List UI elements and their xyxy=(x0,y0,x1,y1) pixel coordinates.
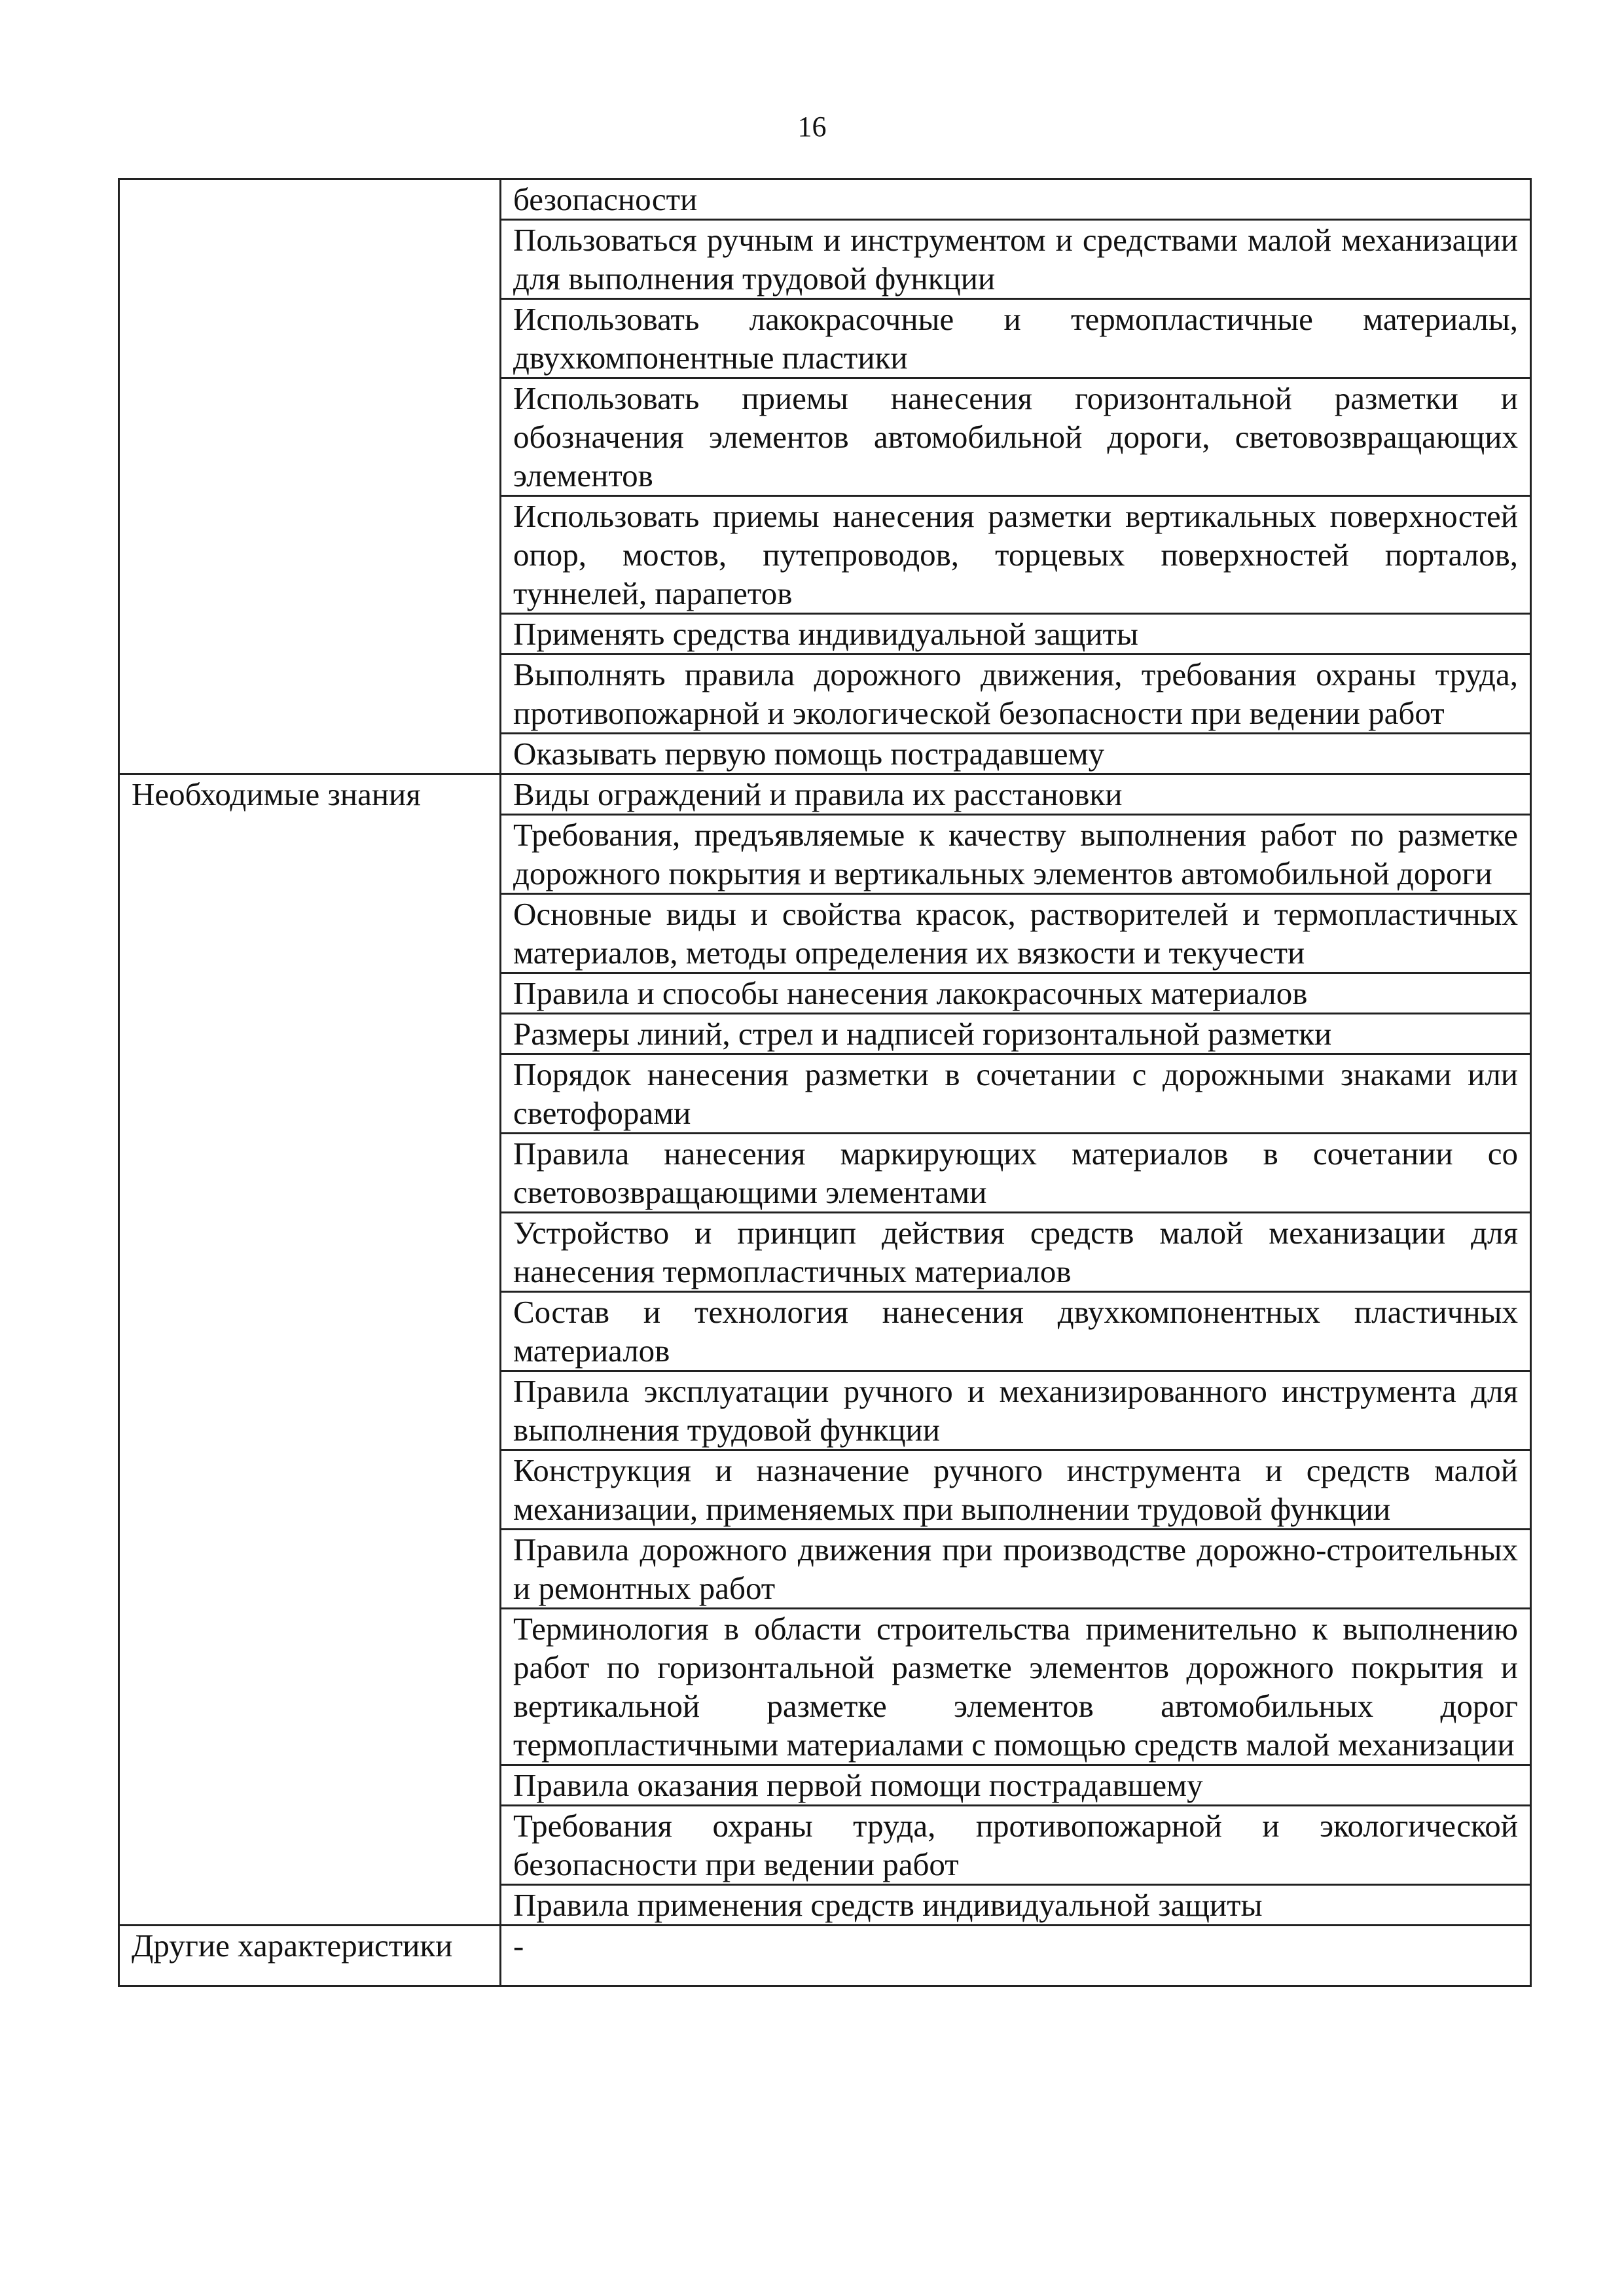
knowledge-row-text: Основные виды и свойства красок, растворителей и термопластичных материалов, методы определения их вязкости и текучести xyxy=(501,894,1531,973)
characteristics-table xyxy=(118,178,1532,1987)
knowledge-label: Необходимые знания xyxy=(119,774,501,1926)
knowledge-row-text: Состав и технология нанесения двухкомпонентных пластичных материалов xyxy=(501,1292,1531,1371)
table-row xyxy=(119,179,1531,220)
knowledge-row-text: Правила применения средств индивидуальной защиты xyxy=(501,1885,1531,1926)
skill-row-text: Использовать лакокрасочные и термопластичные материалы, двухкомпонентные пластики xyxy=(501,299,1531,378)
skill-row-text: Применять средства индивидуальной защиты xyxy=(501,614,1531,655)
skill-row-text: Использовать приемы нанесения разметки вертикальных поверхностей опор, мостов, путепроводов, торцевых поверхностей порталов, туннелей, парапетов xyxy=(501,496,1531,614)
knowledge-row-text: Правила нанесения маркирующих материалов в сочетании со световозвращающими элементами xyxy=(501,1134,1531,1213)
skill-row-text: Выполнять правила дорожного движения, требования охраны труда, противопожарной и экологической безопасности при ведении работ xyxy=(501,655,1531,734)
knowledge-row-text: Размеры линий, стрел и надписей горизонтальной разметки xyxy=(501,1014,1531,1054)
knowledge-row-text: Терминология в области строительства применительно к выполнению работ по горизонтальной разметке элементов дорожного покрытия и вертикальной разметке элементов автомобильных дорог термопластичными материалами с помощью средств малой механизации xyxy=(501,1609,1531,1765)
knowledge-row-text: Виды ограждений и правила их расстановки xyxy=(501,774,1531,815)
skill-row-text: Использовать приемы нанесения горизонтальной разметки и обозначения элементов автомобильной дороги, световозвращающих элементов xyxy=(501,378,1531,496)
table-row xyxy=(119,774,1531,815)
knowledge-row-text: Порядок нанесения разметки в сочетании с дорожными знаками или светофорами xyxy=(501,1054,1531,1134)
knowledge-row-text: Правила и способы нанесения лакокрасочных материалов xyxy=(501,973,1531,1014)
knowledge-row-text: Правила оказания первой помощи пострадавшему xyxy=(501,1765,1531,1806)
knowledge-row-text: Требования охраны труда, противопожарной и экологической безопасности при ведении работ xyxy=(501,1806,1531,1885)
skill-row-text: Оказывать первую помощь пострадавшему xyxy=(501,734,1531,774)
table-row xyxy=(119,1926,1531,1986)
knowledge-row-text: Конструкция и назначение ручного инструмента и средств малой механизации, применяемых при выполнении трудовой функции xyxy=(501,1450,1531,1530)
knowledge-row-text: Правила дорожного движения при производстве дорожно-строительных и ремонтных работ xyxy=(501,1530,1531,1609)
knowledge-row-text: Устройство и принцип действия средств малой механизации для нанесения термопластичных материалов xyxy=(501,1213,1531,1292)
skills-label-cell xyxy=(119,179,501,774)
other-characteristics-label: Другие характеристики xyxy=(119,1926,501,1986)
page-number: 16 xyxy=(797,111,827,143)
knowledge-row-text: Правила эксплуатации ручного и механизированного инструмента для выполнения трудовой функции xyxy=(501,1371,1531,1450)
other-characteristics-value: - xyxy=(501,1926,1531,1986)
knowledge-row-text: Требования, предъявляемые к качеству выполнения работ по разметке дорожного покрытия и вертикальных элементов автомобильной дороги xyxy=(501,815,1531,894)
skill-row-text: безопасности xyxy=(501,179,1531,220)
skill-row-text: Пользоваться ручным и инструментом и средствами малой механизации для выполнения трудовой функции xyxy=(501,220,1531,299)
